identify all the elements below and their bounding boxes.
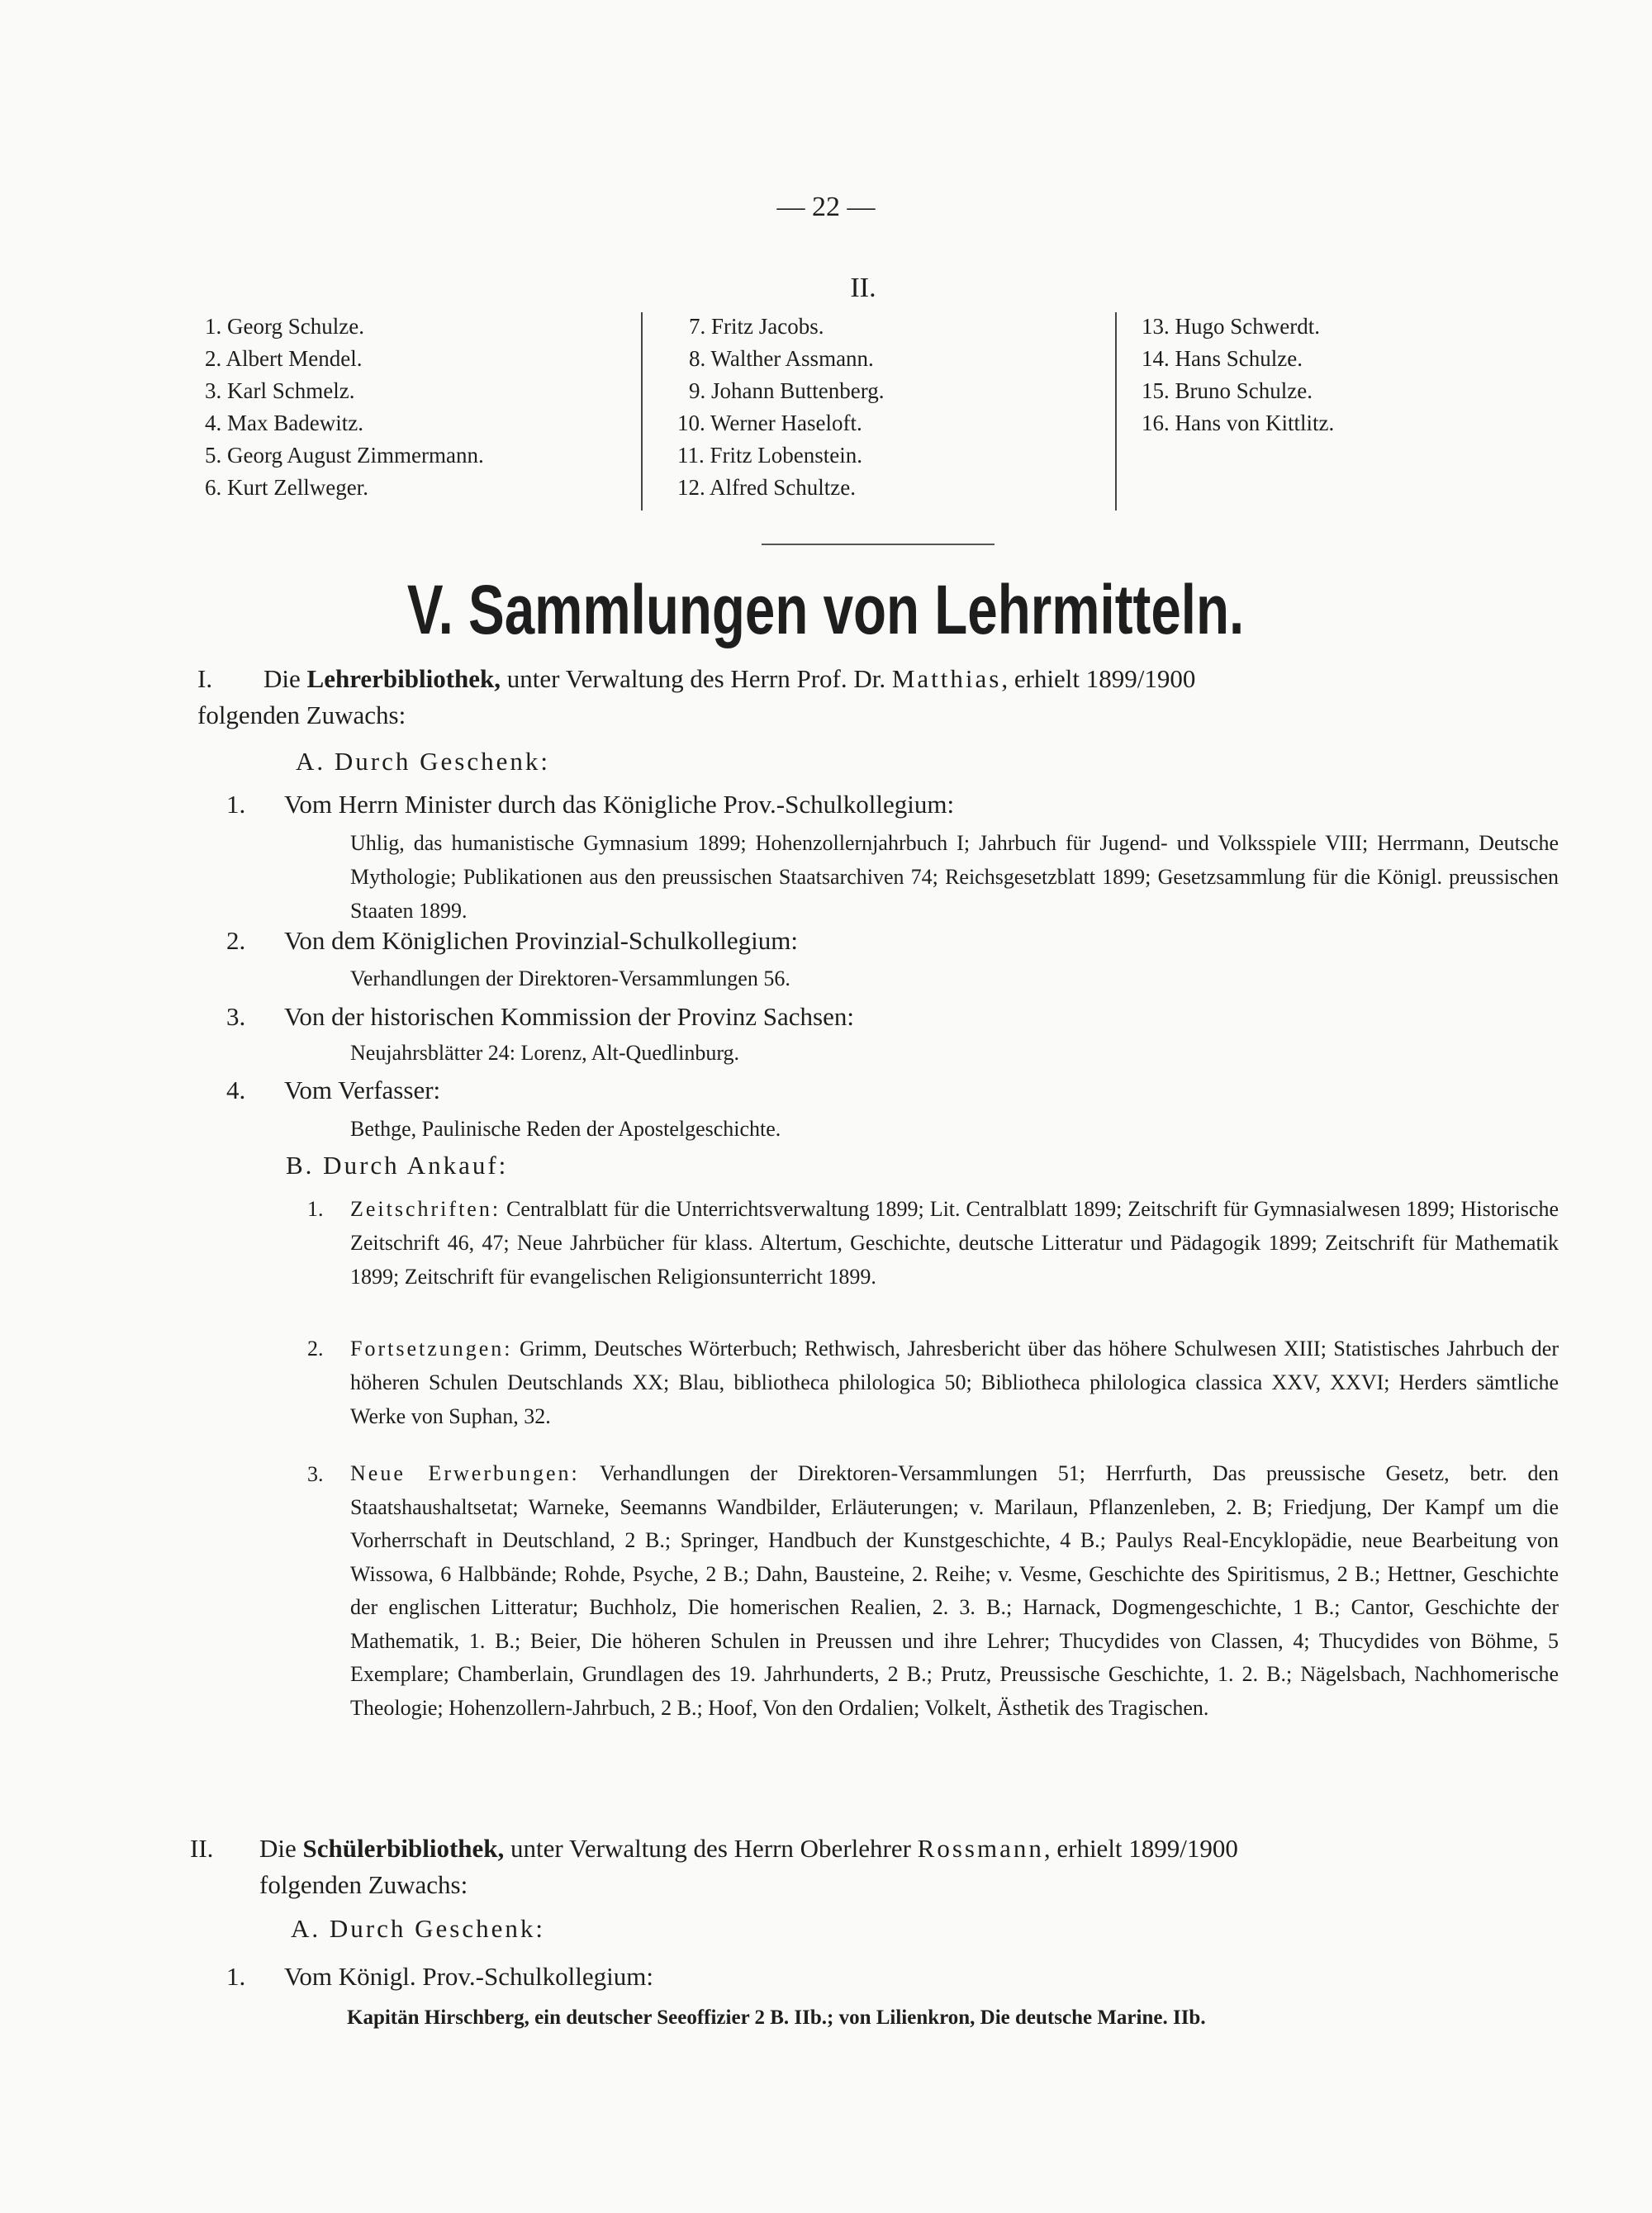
part1-intro [197,661,1559,734]
donor-title: Vom Verfasser: [284,1076,441,1104]
name-column-1 [205,311,484,504]
donor-title: Von der historischen Kommission der Provinz Sachsen: [284,1002,854,1031]
list-item: 13. Hugo Schwerdt. [1142,314,1320,339]
purchase-text: Verhandlungen der Direktoren-Versammlungen 51; Herrfurth, Das preussische Gesetz, betr. den Staatshaushaltsetat; Warneke, Seemanns Wandbilder, Erläuterungen; v. Marilaun, Pflanzenleben, 2. B; Friedjung, Der Kampf um die Vorherrschaft in Deutschland, 2 B.; Springer, Handbuch der Kunstgeschichte, 4 B.; Paulys Real-Encyklopädie, neue Bearbeitung von Wissowa, 6 Halbbände; Rohde, Psyche, 2 B.; Dahn, Bausteine, 2. Reihe; v. Vesme, Geschichte des Spiritismus, 2 B.; Hettner, Geschichte der englischen Litteratur; Buchholz, Die homerischen Realien, 2. 3. B.; Harnack, Dogmengeschichte, 1 B.; Cantor, Geschichte der Mathematik, 1. B.; Beier, Die höheren Schulen in Preussen und ihre Lehrer; Thucydides von Classen, 4; Thucydides von Böhme, 5 Exemplare; Chamberlain, Grundlagen des 19. Jahrhunderts, 2 B.; Prutz, Preussische Geschichte, 1. 2. B.; Nägelsbach, Nachhomerische Theologie; Hohenzollern-Jahrbuch, 2 B.; Hoof, Von den Ordalien; Volkelt, Ästhetik des Tragischen. [350,1461,1559,1720]
section-title-text: V. Sammlungen von Lehrmitteln. [407,571,1245,648]
list-item: 15. Bruno Schulze. [1142,378,1313,403]
subsection-heading: A. Durch Geschenk: [291,1914,545,1943]
divider-rule [762,544,995,545]
intro-text: Die [259,1834,303,1863]
list-item: 5. Georg August Zimmermann. [205,443,484,468]
column-divider [641,312,643,511]
subsection-heading: A. Durch Geschenk: [296,747,550,776]
item-number: 4. [226,1076,246,1104]
donor-heading [226,786,954,823]
list-item: 3. Karl Schmelz. [205,378,355,403]
item-number: 3. [226,1002,246,1031]
list-item: 2. Albert Mendel. [205,346,363,371]
item-number: 3. [307,1462,324,1486]
column-divider [1115,312,1117,511]
item-number: 1. [226,1962,246,1991]
donor-heading [226,1072,440,1109]
list-item: 10. Werner Haseloft. [677,411,862,435]
list-item: 11. Fritz Lobenstein. [677,443,862,468]
donor-items: Uhlig, das humanistische Gymnasium 1899; Hohenzollernjahrbuch I; Jahrbuch für Jugend- und Volksspiele VIII; Herrmann, Deutsche Mythologie; Publikationen aus den preussischen Staatsarchiven 74; Reichsgesetzblatt 1899; Gesetzsammlung für die Königl. preussischen Staaten 1899. [350,831,1559,923]
part-number: II. [190,1834,214,1863]
list-item: 7. Fritz Jacobs. [689,314,824,339]
donor-items: Bethge, Paulinische Reden der Apostelgeschichte. [350,1117,781,1141]
intro-text: unter Verwaltung des Herrn Oberlehrer [504,1834,918,1863]
purchase-items [350,1332,1559,1433]
intro-text: unter Verwaltung des Herrn Prof. Dr. [501,664,892,693]
donor-title: Vom Königl. Prov.-Schulkollegium: [284,1962,653,1991]
purchase-text: Centralblatt für die Unterrichtsverwaltung 1899; Lit. Centralblatt 1899; Zeitschrift für Gymnasialwesen 1899; Historische Zeitschrift 46, 47; Neue Jahrbücher für klass. Altertum, Geschichte, deutsche Litteratur und Pädagogik 1899; Zeitschrift für Mathematik 1899; Zeitschrift für evangelischen Religionsunterricht 1899. [350,1197,1559,1289]
item-number: 2. [307,1337,324,1361]
list-item: 1. Georg Schulze. [205,314,364,339]
donor-heading [226,999,854,1035]
name-column-3 [1142,311,1334,439]
intro-text: Die [263,664,307,693]
purchase-text: Grimm, Deutsches Wörterbuch; Rethwisch, Jahresbericht über das höhere Schulwesen XIII; Statistisches Jahrbuch der höheren Schulen Deutschlands XX; Blau, bibliotheca philologica 50; Bibliotheca philologica classica XXV, XXVI; Herders sämtliche Werke von Suphan, 32. [350,1337,1559,1428]
intro-text: , erhielt 1899/1900 [1001,664,1196,693]
library-name: Lehrerbibliothek, [306,664,501,693]
donor-title: Vom Herrn Minister durch das Königliche Prov.-Schulkollegium: [284,790,955,819]
list-item: 8. Walther Assmann. [689,346,874,371]
curator-name: Rossmann [917,1834,1044,1863]
item-number: 2. [226,926,246,955]
library-name: Schülerbibliothek, [302,1834,505,1863]
list-item: 9. Johann Buttenberg. [689,378,885,403]
purchase-items [350,1192,1559,1294]
part-number: I. [197,664,213,693]
list-item: 4. Max Badewitz. [205,411,363,435]
curator-name: Matthias [891,664,1002,693]
purchase-category: Fortsetzungen: [350,1337,513,1361]
class-list-heading: II. [850,273,876,303]
purchase-category: Neue Erwerbungen: [350,1461,580,1485]
donor-title: Von dem Königlichen Provinzial-Schulkollegium: [284,926,798,955]
list-item: 14. Hans Schulze. [1142,346,1303,371]
donor-items: Verhandlungen der Direktoren-Versammlungen 56. [350,966,790,990]
intro-text: folgenden Zuwachs: [197,700,406,729]
part2-intro [190,1831,1559,1903]
list-item: 6. Kurt Zellweger. [205,475,368,500]
purchase-category: Zeitschriften: [350,1197,501,1221]
donor-items: Kapitän Hirschberg, ein deutscher Seeoffizier 2 B. IIb.; von Lilienkron, Die deutsche Marine. IIb. [347,2006,1206,2029]
list-item: 16. Hans von Kittlitz. [1142,411,1335,435]
donor-items: Neujahrsblätter 24: Lorenz, Alt-Quedlinburg. [350,1041,740,1065]
intro-text: , erhielt 1899/1900 [1043,1834,1238,1863]
list-item: 12. Alfred Schultze. [677,475,856,500]
donor-heading [226,923,798,959]
intro-text: folgenden Zuwachs: [259,1870,468,1899]
item-number: 1. [226,790,246,819]
subsection-heading: B. Durch Ankauf: [286,1151,509,1180]
item-number: 1. [307,1197,324,1221]
name-column-2 [677,311,884,504]
purchase-items [350,1457,1559,1725]
section-title [0,570,1652,650]
donor-heading [226,1959,653,1995]
page-number: — 22 — [776,192,876,222]
